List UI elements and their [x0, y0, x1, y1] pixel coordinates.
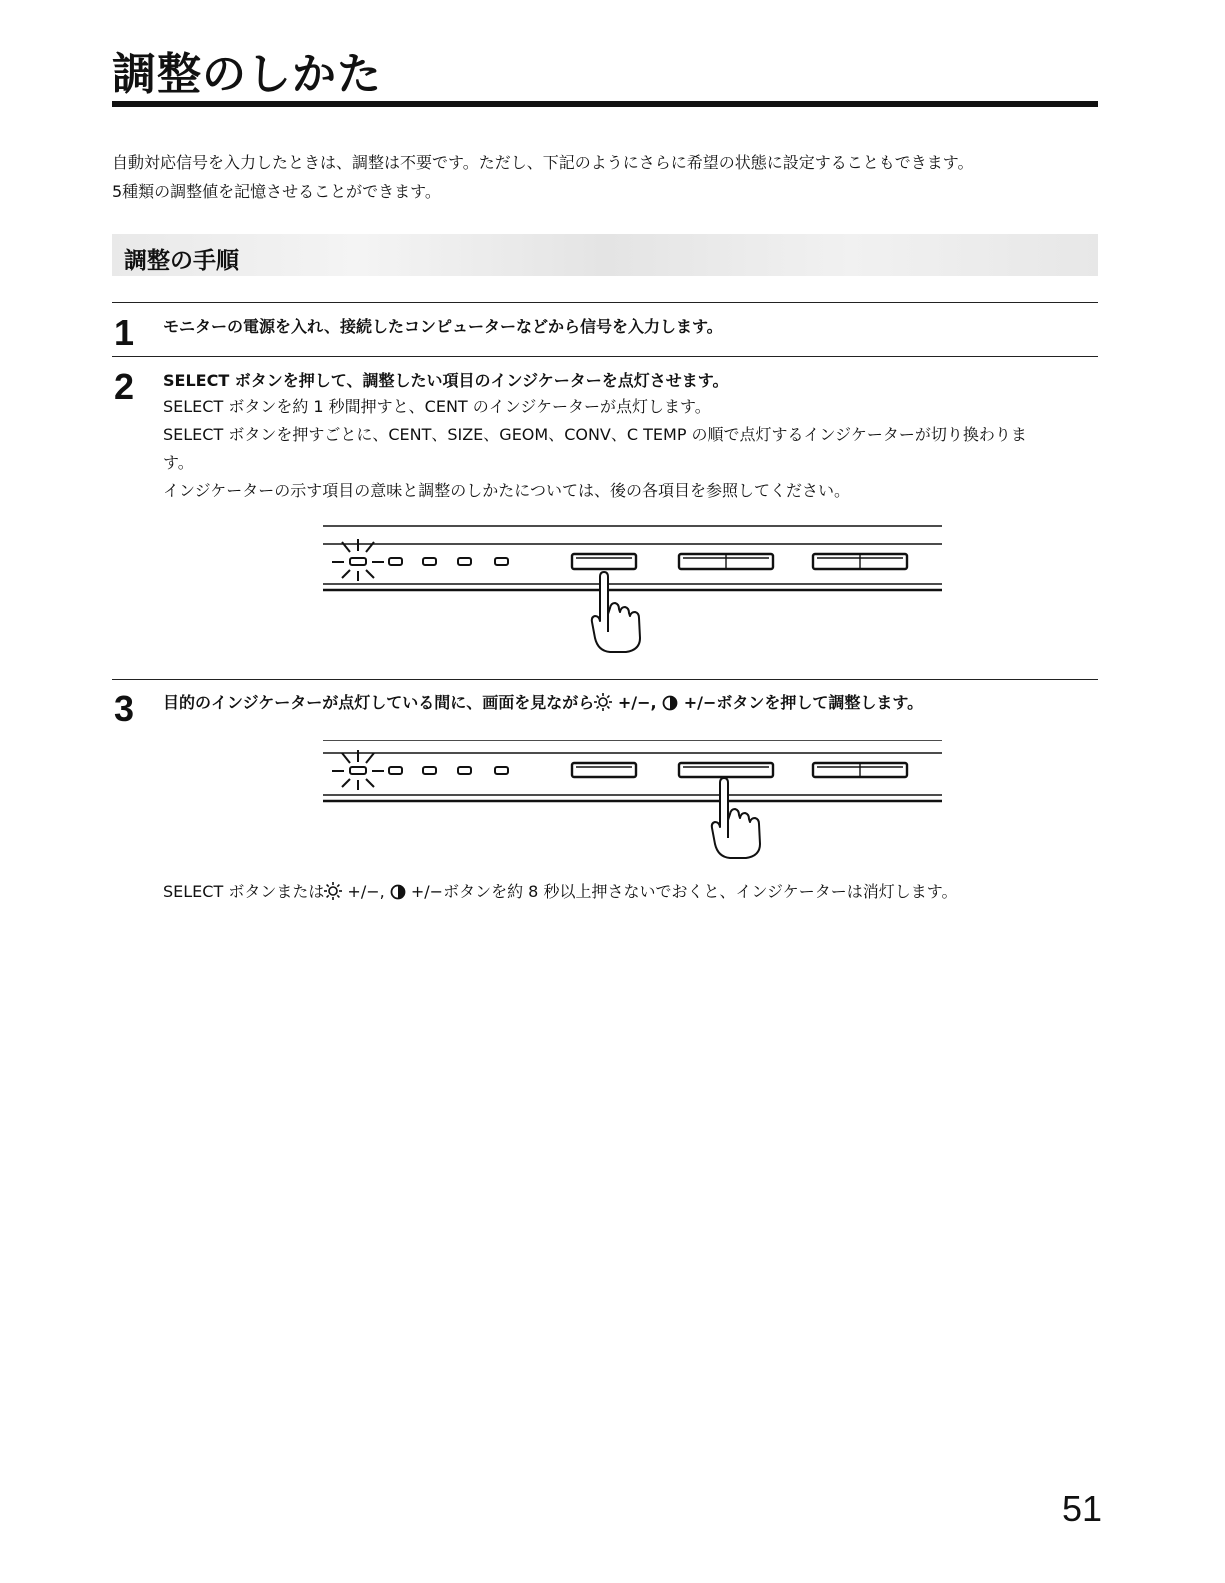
hand-pointer-icon: [712, 778, 760, 858]
select-button[interactable]: [572, 554, 636, 569]
brightness-button[interactable]: [679, 763, 773, 777]
step-3-number: 3: [114, 688, 135, 729]
control-panel-illustration: [320, 520, 946, 655]
indicator-lamps: [389, 558, 508, 565]
step-3-heading-part-3: +/−ボタンを押して調整します。: [678, 693, 924, 712]
intro-line-2: 5種類の調整値を記憶させることができます。: [112, 182, 441, 201]
brightness-icon: [324, 881, 342, 909]
section-header: [112, 234, 1098, 276]
control-panel-diagram-2: [320, 740, 946, 864]
step-1-rule: [112, 302, 1098, 303]
step-3-heading: [163, 690, 923, 715]
step-2-heading: SELECT ボタンを押して、調整したい項目のインジケーターを点灯させます。: [163, 371, 729, 390]
step-3-note-part-1: SELECT ボタンまたは: [163, 882, 325, 901]
step-3-note-part-3: +/−ボタンを約 8 秒以上押さないでおくと、インジケーターは消灯します。: [405, 882, 958, 901]
step-3-note: [163, 878, 1098, 909]
indicator-lamps: [389, 767, 508, 774]
contrast-icon: [662, 695, 678, 715]
page-number: 51: [1062, 1488, 1103, 1529]
control-panel-illustration: [320, 740, 946, 860]
step-2-rule: [112, 356, 1098, 357]
brightness-icon: [594, 693, 612, 715]
title-rule: [112, 101, 1098, 107]
step-2-body-line-3: す。: [163, 453, 194, 472]
page-title: 調整のしかた: [112, 49, 382, 100]
step-2-body-line-2: SELECT ボタンを押すごとに、CENT、SIZE、GEOM、CONV、C TEMP の順で点灯するインジケーターが切り換わりま: [163, 425, 1027, 444]
step-3-heading-part-1: 目的のインジケーターが点灯している間に、画面を見ながら: [163, 693, 595, 712]
step-1-number: 1: [114, 312, 135, 353]
step-3-note-part-2: +/−,: [342, 882, 390, 901]
control-panel-diagram-1: [320, 520, 946, 659]
step-2-body-line-4: インジケーターの示す項目の意味と調整のしかたについては、後の各項目を参照してください。: [163, 481, 850, 500]
intro-text: [112, 148, 973, 206]
intro-line-1: 自動対応信号を入力したときは、調整は不要です。ただし、下記のようにさらに希望の状態に設定することもできます。: [112, 153, 974, 172]
step-2-body: [163, 393, 1098, 505]
lit-indicator-icon: [332, 750, 384, 790]
step-2-body-line-1: SELECT ボタンを約 1 秒間押すと、CENT のインジケーターが点灯します。: [163, 397, 711, 416]
section-title: 調整の手順: [124, 248, 239, 274]
contrast-icon: [390, 881, 406, 909]
step-3-rule: [112, 679, 1098, 680]
step-1-heading: モニターの電源を入れ、接続したコンピューターなどから信号を入力します。: [163, 317, 723, 336]
step-2-number: 2: [114, 366, 135, 407]
lit-indicator-icon: [332, 539, 384, 581]
select-button[interactable]: [572, 763, 636, 777]
step-3-heading-part-2: +/−,: [612, 693, 663, 712]
